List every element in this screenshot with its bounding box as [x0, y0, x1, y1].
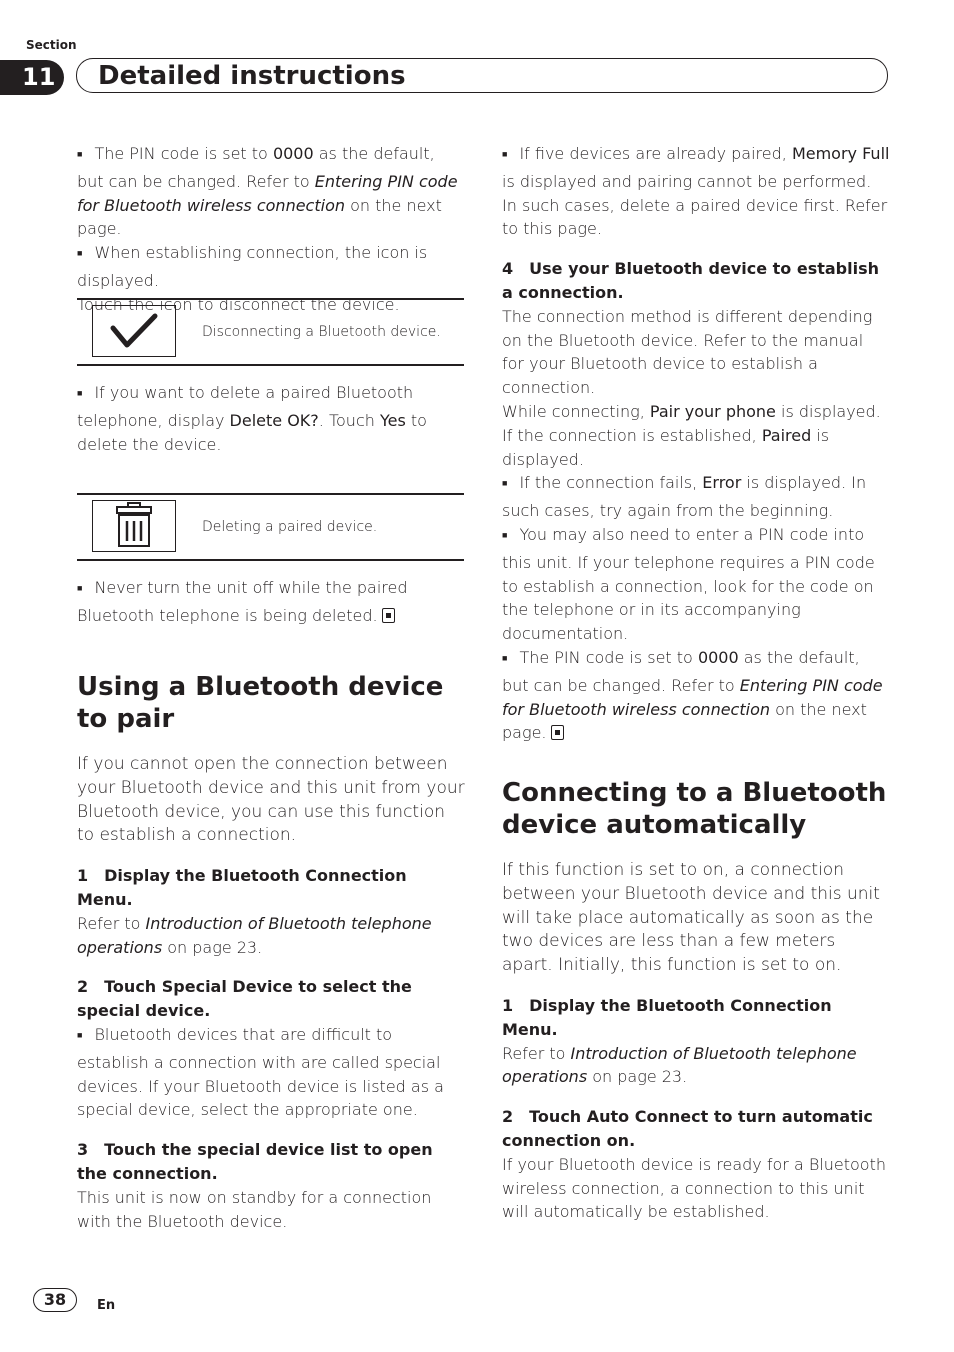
step-3-body: This unit is now on standby for a connection with the Bluetooth device.: [77, 1187, 432, 1231]
checkmark-icon: [92, 305, 176, 357]
heading-using-device-to-pair: Using a Bluetooth device to pair: [77, 672, 444, 734]
left-column-pair: [77, 671, 465, 1233]
connection-method-text: The connection method is different depending on the Bluetooth device. Refer to the manual for your Bluetooth device to establish a connection.: [502, 306, 873, 398]
heading-connecting-automatically: Connecting to a Bluetooth device automatically: [502, 778, 887, 840]
note-connection-fails: ■ If the connection fails, Error is displayed. In such cases, try again from the beginning.: [502, 471, 890, 523]
end-mark-icon: [551, 725, 564, 740]
figure-caption: Deleting a paired device.: [202, 519, 378, 535]
step-1-heading: 1 Display the Bluetooth Connection Menu.: [77, 866, 407, 909]
note-pin-default: ■ The PIN code is set to 0000 as the default, but can be changed. Refer to Entering PIN code for Bluetooth wireless connection on the next page.: [77, 142, 465, 241]
note-pin-default-right: ■ The PIN code is set to 0000 as the default, but can be changed. Refer to Entering PIN code for Bluetooth wireless connection on the next page.: [502, 646, 890, 745]
right-column-auto: [502, 777, 890, 1224]
figure-caption: Disconnecting a Bluetooth device.: [202, 324, 441, 340]
trash-icon: [92, 500, 176, 552]
pair-intro: If you cannot open the connection between your Bluetooth device and this unit from your Bluetooth device, you can use this function to establish a connection.: [77, 754, 465, 846]
figure-disconnect: [77, 298, 464, 366]
section-label: Section: [26, 38, 77, 52]
note-pin-required: ■ You may also need to enter a PIN code into this unit. If your telephone requires a PIN code to establish a connection, look for the code on the telephone or in its accompanying documentation.: [502, 523, 890, 646]
page-number: 38: [33, 1288, 77, 1312]
left-column-delete: [77, 381, 465, 456]
end-mark-icon: [382, 608, 395, 623]
right-column-top: [502, 142, 890, 745]
auto-step-2-heading: 2 Touch Auto Connect to turn automatic connection on.: [502, 1107, 873, 1150]
section-number-badge: 11: [0, 60, 64, 95]
left-column-top: [77, 142, 465, 317]
step-4-heading: 4 Use your Bluetooth device to establish a connection.: [502, 259, 880, 302]
language-code: En: [97, 1298, 116, 1313]
auto-step-1-heading: 1 Display the Bluetooth Connection Menu.: [502, 995, 832, 1039]
step-2-heading: 2 Touch Special Device to select the special device.: [77, 977, 412, 1021]
step-2-note: ■ Bluetooth devices that are difficult to establish a connection with are called special devices. If your Bluetooth device is listed as a special device, select the appropriate one.: [77, 1023, 465, 1122]
step-3-heading: 3 Touch the special device list to open the connection.: [77, 1140, 433, 1183]
step-1-body: Refer to Introduction of Bluetooth telephone operations on page 23.: [77, 913, 432, 957]
auto-step-1-body: Refer to Introduction of Bluetooth telephone operations on page 23.: [502, 1043, 857, 1087]
note-icon-displayed: ■ When establishing connection, the icon is displayed.: [77, 241, 465, 293]
touch-icon-text: Touch the icon to disconnect the device.: [77, 294, 400, 314]
auto-intro: If this function is set to on, a connection between your Bluetooth device and this unit will take place automatically as soon as the two devices are less than a few meters apart. Initially, this function is set to on.: [502, 860, 880, 976]
auto-step-2-body: If your Bluetooth device is ready for a Bluetooth wireless connection, a connection to this unit will automatically be established.: [502, 1154, 886, 1222]
figure-delete: [77, 493, 464, 561]
note-delete-paired: ■ If you want to delete a paired Bluetooth telephone, display Delete OK?. Touch Yes to delete the device.: [77, 381, 465, 456]
pair-your-phone-text: While connecting, Pair your phone is displayed. If the connection is established, Paired is displayed.: [502, 401, 881, 469]
note-memory-full: ■ If five devices are already paired, Memory Full is displayed and pairing cannot be performed. In such cases, delete a paired device first. Refer to this page.: [502, 142, 890, 241]
page-title: Detailed instructions: [98, 61, 406, 91]
note-never-turn-off: ■ Never turn the unit off while the paired Bluetooth telephone is being deleted.: [77, 576, 465, 628]
left-column-warning: [77, 576, 465, 628]
